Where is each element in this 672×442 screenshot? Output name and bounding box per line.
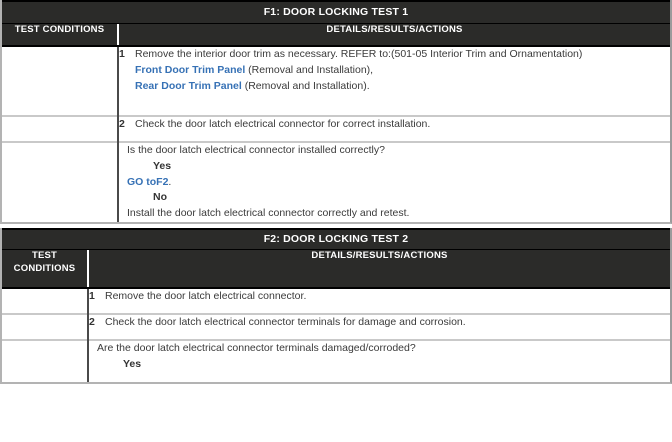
section-f2: [0, 228, 672, 384]
step-text: Check the door latch electrical connector for correct installation.: [135, 118, 431, 130]
table-row: [2, 340, 670, 382]
answer-yes-label: Yes: [153, 159, 172, 172]
step-line-link-rear-door: [135, 79, 670, 95]
details-cell-step-2: [88, 314, 670, 340]
step-number: 2: [89, 315, 95, 328]
table-row: [2, 46, 670, 116]
step-text: Remove the door latch electrical connector.: [105, 289, 307, 302]
table-row: [2, 288, 670, 314]
column-header-details: DETAILS/RESULTS/ACTIONS: [88, 250, 670, 288]
test-conditions-cell: [2, 46, 118, 116]
step-number: 2: [119, 118, 125, 130]
section-f2-header-shell: [0, 228, 672, 250]
link-go-to-f2[interactable]: GO toF2: [127, 175, 169, 188]
step-number: 1: [119, 48, 125, 60]
table-row: [2, 116, 670, 142]
section-f1-header-shell: [0, 0, 672, 24]
section-f1-header: [2, 0, 670, 24]
step-item: [89, 315, 670, 331]
section-f1-title: F1: DOOR LOCKING TEST 1: [263, 6, 409, 18]
step-item: [119, 117, 670, 133]
test-conditions-cell: [2, 116, 118, 142]
test-conditions-cell: [2, 340, 88, 382]
column-header-test-conditions: TEST CONDITIONS: [2, 250, 88, 288]
test-conditions-cell: [2, 142, 118, 222]
section-f1-table: [2, 24, 670, 222]
section-f2-table: [2, 250, 670, 382]
section-f2-header: [2, 228, 670, 250]
table-row-header: [2, 250, 670, 288]
step-line-text: Remove the interior door trim as necessary. REFER to:(501-05 Interior Trim and Ornamentation): [135, 48, 583, 60]
answer-no-action: Install the door latch electrical connector correctly and retest.: [127, 207, 410, 219]
details-cell-question: [88, 340, 670, 382]
details-cell-step-2: [118, 116, 670, 142]
step-item: [89, 289, 670, 305]
step-line-link-front-door: [135, 63, 670, 79]
section-f1-table-wrap: [0, 24, 672, 224]
column-header-details: DETAILS/RESULTS/ACTIONS: [118, 24, 670, 46]
link-rear-door-trim-panel-suffix: (Removal and Installation).: [241, 79, 370, 92]
table-row: [2, 142, 670, 222]
test-conditions-cell: [2, 288, 88, 314]
answer-yes-action: [127, 175, 670, 191]
section-f2-title: F2: DOOR LOCKING TEST 2: [263, 232, 409, 245]
table-row-header: [2, 24, 670, 46]
details-cell-step-1: [88, 288, 670, 314]
question-text: Is the door latch electrical connector installed correctly?: [127, 144, 385, 156]
table-row: [2, 314, 670, 340]
column-header-test-conditions: TEST CONDITIONS: [2, 24, 118, 46]
question-text: Are the door latch electrical connector terminals damaged/corroded?: [97, 341, 416, 354]
answer-yes-label: Yes: [123, 357, 142, 370]
link-front-door-trim-panel[interactable]: Front Door Trim Panel: [135, 63, 246, 76]
section-f2-table-wrap: [0, 250, 672, 384]
link-rear-door-trim-panel[interactable]: Rear Door Trim Panel: [135, 79, 242, 92]
details-cell-step-1: [118, 46, 670, 116]
link-go-to-f2-suffix: .: [168, 175, 172, 188]
step-text: [135, 47, 670, 94]
link-front-door-trim-panel-suffix: (Removal and Installation),: [245, 63, 374, 76]
answer-no-label: No: [153, 191, 167, 204]
step-item: [119, 47, 670, 94]
details-cell-question: [118, 142, 670, 222]
step-text: Check the door latch electrical connector terminals for damage and corrosion.: [105, 315, 466, 328]
step-number: 1: [89, 289, 95, 302]
test-conditions-cell: [2, 314, 88, 340]
